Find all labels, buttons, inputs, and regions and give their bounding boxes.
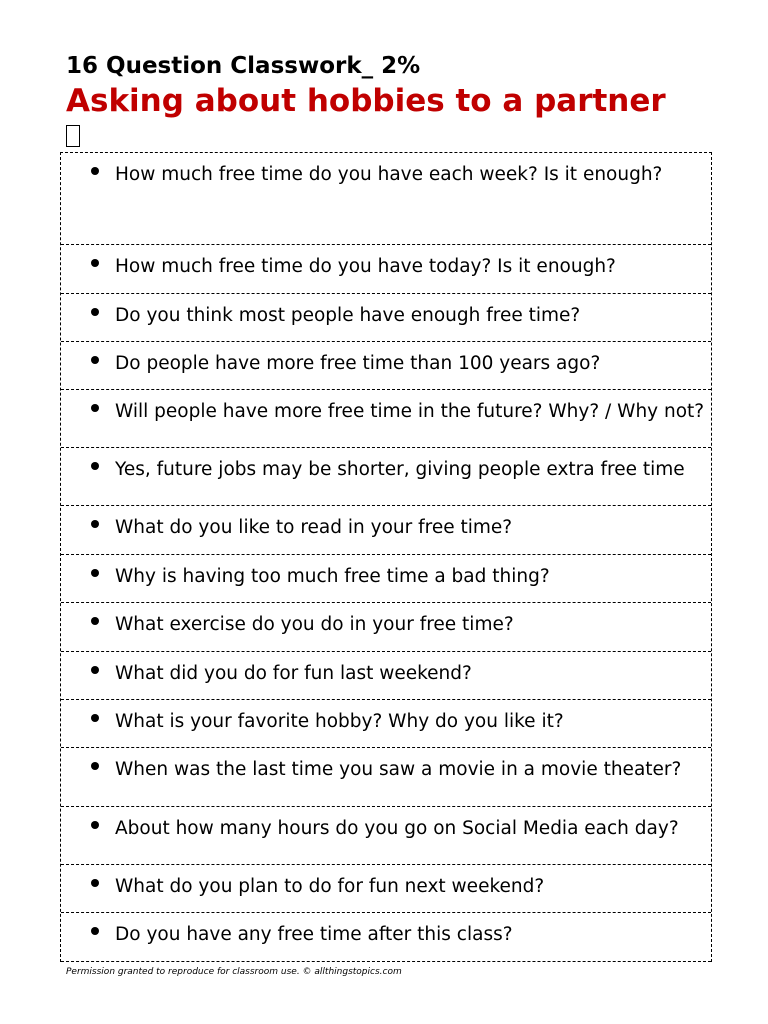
question-text: Do you think most people have enough free time? [115,305,581,326]
question-row-7 [61,506,711,555]
question-row-9 [61,603,711,652]
footer-permission: Permission granted to reproduce for classroom use. © allthingstopics.com [66,967,402,977]
bullet-icon [91,666,99,674]
question-text: Do you have any free time after this class? [115,924,513,945]
question-row-1 [61,153,711,245]
bullet-icon [91,167,99,175]
document-subtitle: 16 Question Classwork_ 2% [66,53,421,79]
question-row-13 [61,807,711,865]
question-text: How much free time do you have each week? Is it enough? [115,164,663,185]
question-row-4 [61,342,711,390]
question-text: What do you like to read in your free time? [115,517,513,538]
bullet-icon [91,259,99,267]
bullet-icon [91,308,99,316]
question-text: What is your favorite hobby? Why do you like it? [115,711,564,732]
question-text: Why is having too much free time a bad thing? [115,566,550,587]
question-row-10 [61,652,711,700]
question-text: Will people have more free time in the future? Why? / Why not? [115,401,705,422]
question-row-12 [61,748,711,807]
bullet-icon [91,714,99,722]
bullet-icon [91,462,99,470]
question-row-8 [61,555,711,603]
question-row-2 [61,245,711,294]
question-text: What did you do for fun last weekend? [115,663,472,684]
question-text: How much free time do you have today? Is it enough? [115,256,616,277]
question-text: What do you plan to do for fun next weekend? [115,876,545,897]
missing-glyph-icon [66,125,80,147]
bullet-icon [91,762,99,770]
question-text: Do people have more free time than 100 years ago? [115,353,601,374]
bullet-icon [91,569,99,577]
question-table [60,152,712,962]
bullet-icon [91,356,99,364]
question-row-5 [61,390,711,448]
question-text: Yes, future jobs may be shorter, giving people extra free time [115,459,685,480]
question-text: What exercise do you do in your free time? [115,614,514,635]
question-row-6 [61,448,711,506]
question-row-15 [61,913,711,962]
bullet-icon [91,617,99,625]
question-row-3 [61,294,711,342]
bullet-icon [91,821,99,829]
document-title: Asking about hobbies to a partner [66,83,666,119]
bullet-icon [91,404,99,412]
question-row-14 [61,865,711,913]
question-text: When was the last time you saw a movie in a movie theater? [115,759,682,780]
bullet-icon [91,879,99,887]
bullet-icon [91,520,99,528]
bullet-icon [91,927,99,935]
question-row-11 [61,700,711,748]
question-text: About how many hours do you go on Social Media each day? [115,818,679,839]
